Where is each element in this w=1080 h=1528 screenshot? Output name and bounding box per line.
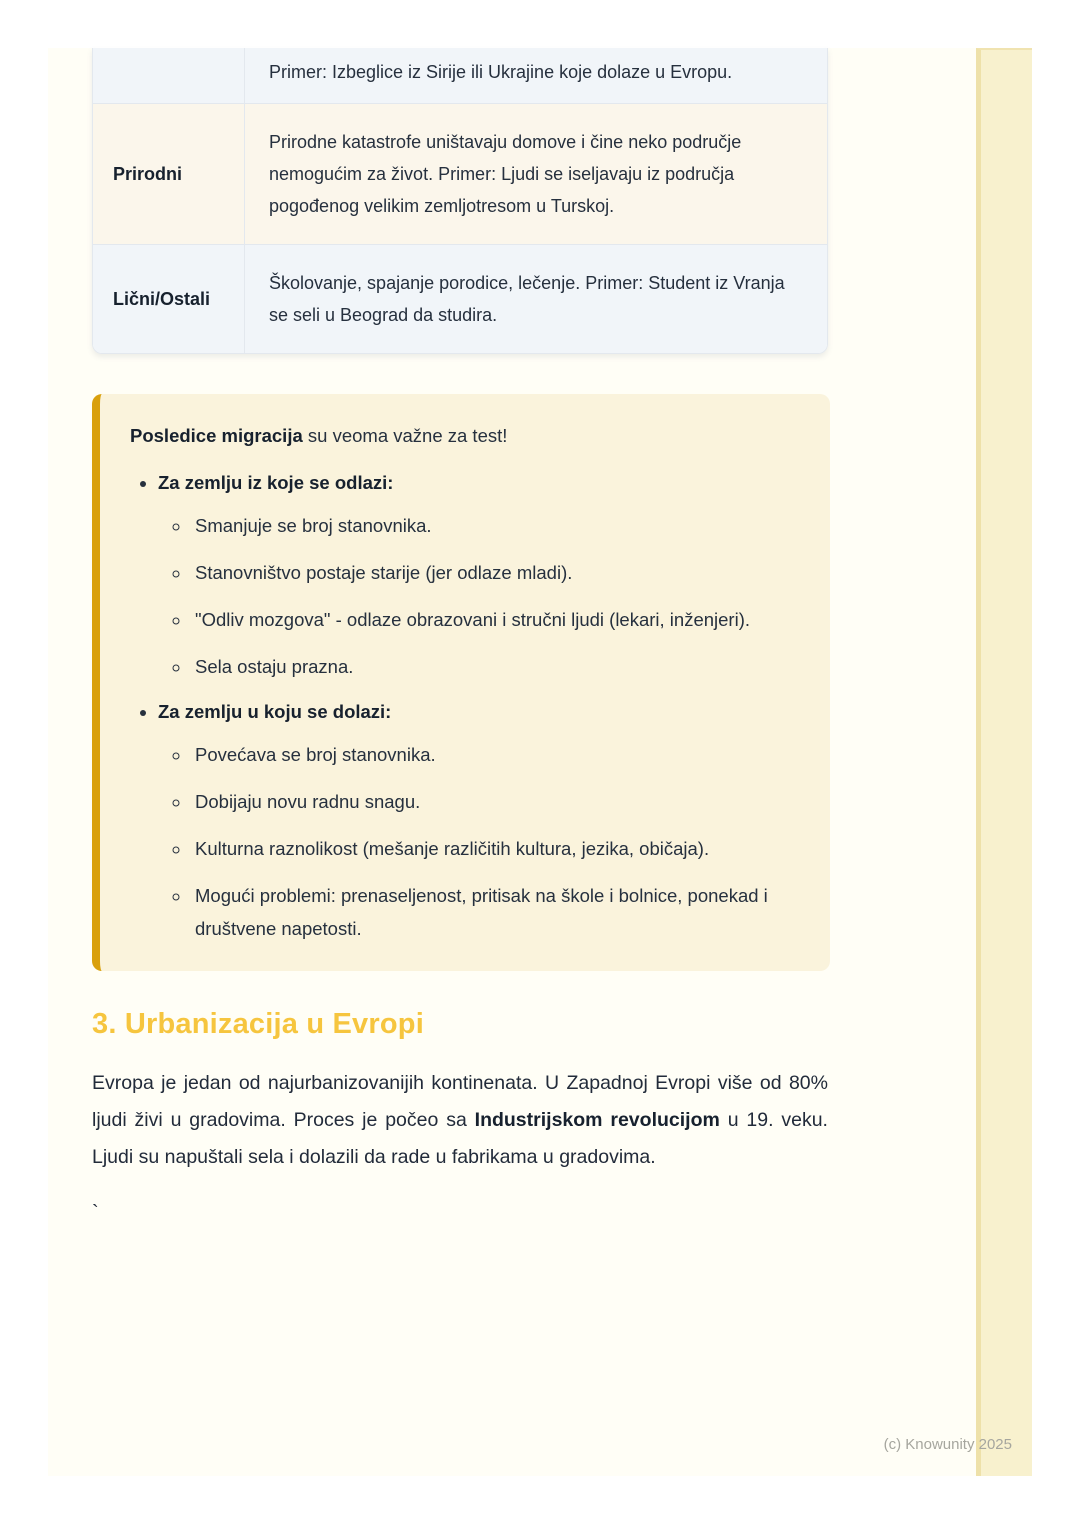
section-heading-urbanization: 3. Urbanizacija u Evropi bbox=[92, 1008, 424, 1040]
list-item: ◦ Mogući problemi: prenaseljenost, pritisak na škole i bolnice, ponekad i društvene napetosti. bbox=[191, 879, 802, 945]
paragraph-text: u 19. veku. Ljudi su napuštali sela i dolazili da rade u fabrikama u gradovima. bbox=[92, 1109, 828, 1168]
list-item: ◦ Povećava se broj stanovnika. bbox=[191, 738, 802, 771]
list-group-outgoing bbox=[158, 466, 802, 683]
table-row bbox=[93, 48, 827, 103]
list-item: ◦ Smanjuje se broj stanovnika. bbox=[191, 509, 802, 542]
table-row bbox=[93, 103, 827, 244]
row-content: Primer: Izbeglice iz Sirije ili Ukrajine koje dolaze u Evropu. bbox=[269, 62, 733, 82]
outgoing-country-list bbox=[158, 509, 802, 683]
list-item: ◦ "Odliv mozgova" - odlaze obrazovani i stručni ljudi (lekari, inženjeri). bbox=[191, 603, 802, 636]
list-item: ◦ Stanovništvo postaje starije (jer odlaze mladi). bbox=[191, 556, 802, 589]
group-title: Za zemlju u koju se dolazi: bbox=[158, 701, 392, 722]
migration-causes-table bbox=[92, 48, 828, 354]
consequences-list bbox=[130, 466, 802, 945]
page-content bbox=[92, 48, 828, 1225]
row-label bbox=[93, 48, 245, 103]
row-label: Prirodni bbox=[93, 104, 245, 244]
urbanization-paragraph bbox=[92, 1065, 828, 1176]
copyright-footer: (c) Knowunity 2025 bbox=[883, 1436, 1012, 1453]
list-group-incoming bbox=[158, 695, 802, 945]
stray-backtick-character: ` bbox=[92, 1202, 99, 1224]
callout-intro-rest: su veoma važne za test! bbox=[302, 425, 508, 446]
list-item: ◦ Dobijaju novu radnu snagu. bbox=[191, 785, 802, 818]
group-title: Za zemlju iz koje se odlazi: bbox=[158, 472, 394, 493]
list-item: ◦ Kulturna raznolikost (mešanje različitih kultura, jezika, običaja). bbox=[191, 832, 802, 865]
row-label: Lični/Ostali bbox=[93, 245, 245, 353]
paragraph-bold-term: Industrijskom revolucijom bbox=[474, 1109, 720, 1131]
callout-intro-bold: Posledice migracija bbox=[130, 425, 303, 446]
consequences-callout bbox=[92, 394, 830, 971]
incoming-country-list bbox=[158, 738, 802, 945]
page-margin-stripe bbox=[976, 48, 1032, 1476]
paragraph-text: Evropa je jedan od najurbanizovanijih kontinenata. U Zapadnoj Evropi više od 80% ljudi živi u gradovima. Proces je počeo sa bbox=[92, 1072, 828, 1131]
callout-intro bbox=[130, 419, 802, 452]
row-content: Prirodne katastrofe uništavaju domove i čine neko područje nemogućim za život. Primer: Ljudi se iseljavaju iz područja pogođenog velikim zemljotresom u Turskoj. bbox=[269, 132, 742, 216]
list-item: ◦ Sela ostaju prazna. bbox=[191, 650, 802, 683]
table-row bbox=[93, 244, 827, 353]
row-content: Školovanje, spajanje porodice, lečenje. Primer: Student iz Vranja se seli u Beograd da studira. bbox=[269, 273, 785, 325]
note-page bbox=[48, 48, 1032, 1476]
